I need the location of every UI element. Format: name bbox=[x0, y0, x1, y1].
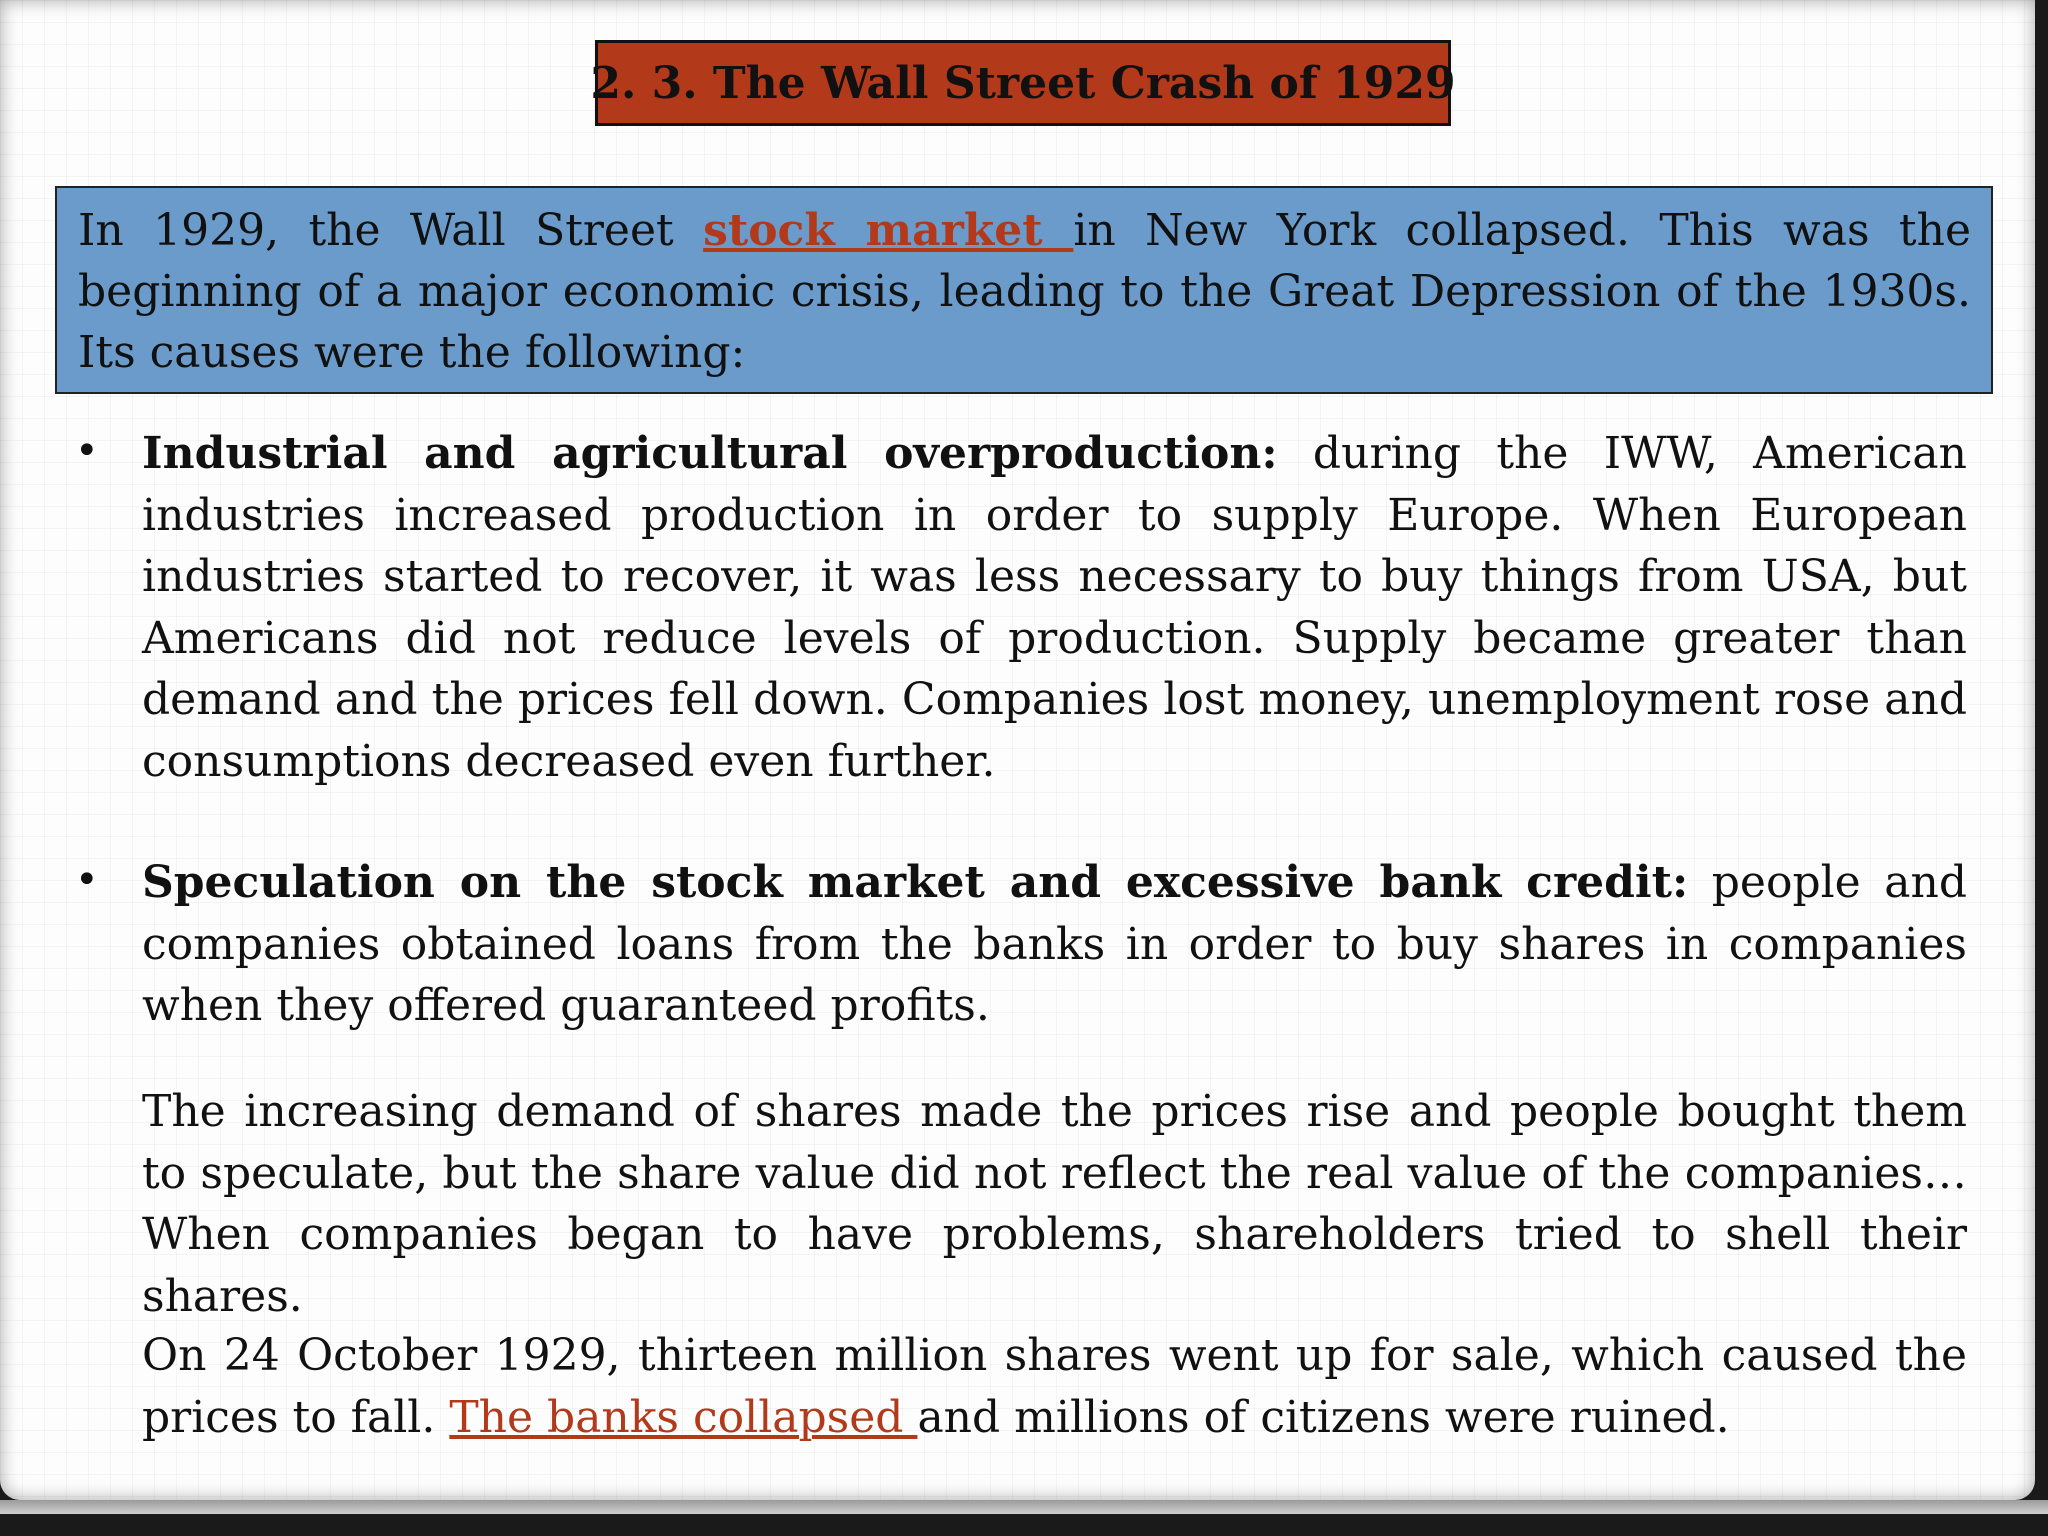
bullet-overproduction bbox=[142, 423, 1967, 792]
intro-text-end: in New York collapsed. This was the beginning of a major economic crisis, leading to the Great Depression of the 1930s. Its causes were the following: bbox=[78, 205, 1971, 378]
title-box bbox=[590, 40, 1456, 126]
slide-title: 2. 3. The Wall Street Crash of 1929 bbox=[590, 57, 1456, 109]
banks-collapsed-link[interactable]: The banks collapsed bbox=[449, 1391, 918, 1443]
paragraph-shares: The increasing demand of shares made the prices rise and people bought them to speculate, but the share value did not reflect the real value of the companies… When companies began to have problems, shareholders tried to shell their shares. bbox=[142, 1086, 1967, 1322]
paragraph-crash-end: and millions of citizens were ruined. bbox=[917, 1391, 1730, 1443]
stock-market-link[interactable]: stock market bbox=[703, 205, 1074, 256]
bullet-heading: Speculation on the stock market and excessive bank credit: bbox=[142, 857, 1689, 908]
bullet-speculation bbox=[142, 852, 1967, 1037]
bullet-heading: Industrial and agricultural overproduction: bbox=[142, 428, 1278, 479]
intro-text-start: In 1929, the Wall Street bbox=[78, 205, 704, 256]
bullet-marker-2: • bbox=[75, 857, 99, 903]
intro-box bbox=[55, 186, 1993, 394]
slide-bottom-edge bbox=[0, 1500, 2048, 1514]
paragraph-crash bbox=[142, 1325, 1967, 1448]
bullet-text: during the IWW, American industries increased production in order to supply Europe. When European industries started to recover, it was less necessary to buy things from USA, but Americans did not reduce levels of production. Supply became greater than demand and the prices fell down. Companies lost money, unemployment rose and consumptions decreased even further. bbox=[142, 428, 1967, 787]
bullet-marker-1: • bbox=[75, 428, 99, 474]
paragraph-crash-start: On 24 October 1929, thirteen million shares went up for sale, which caused the prices to fall. bbox=[142, 1330, 1967, 1443]
bullet-text: people and companies obtained loans from the banks in order to buy shares in companies when they offered guaranteed profits. bbox=[142, 857, 1967, 1031]
